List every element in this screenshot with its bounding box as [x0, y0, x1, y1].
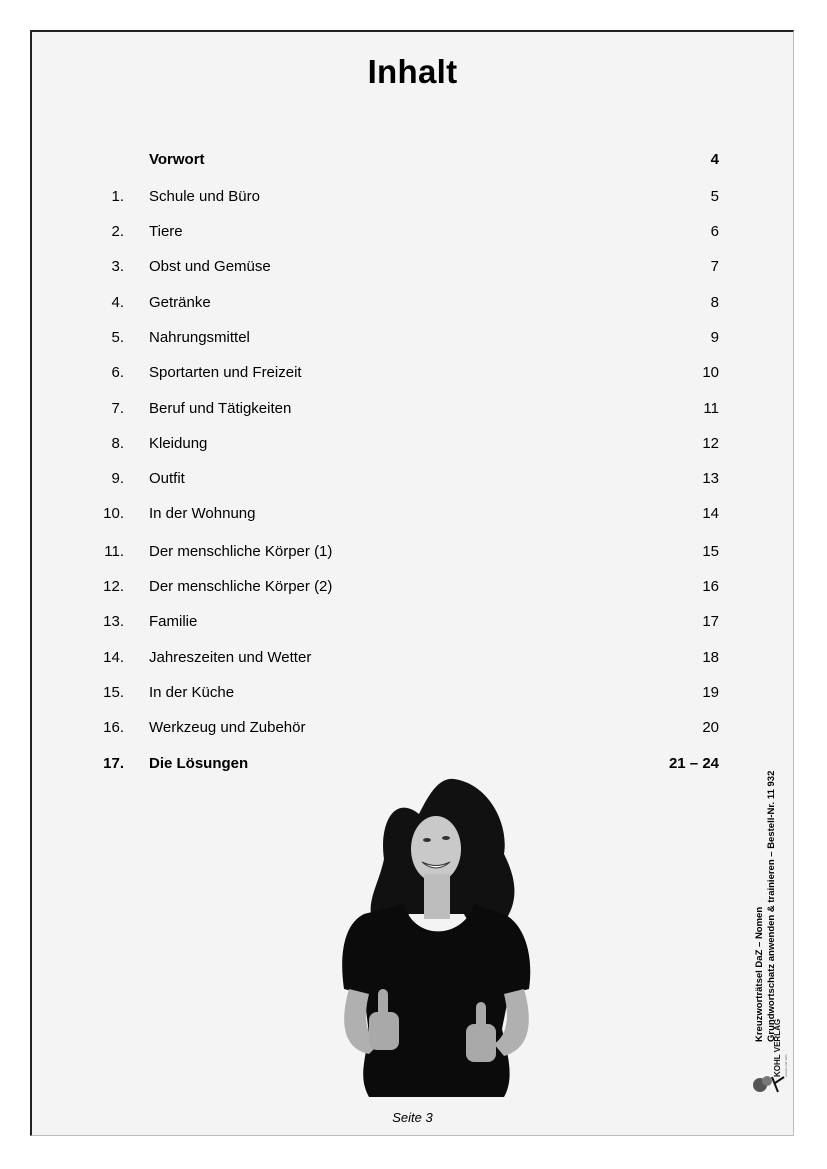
- toc-entry-page: 19: [702, 684, 719, 701]
- toc-entry: [32, 754, 793, 774]
- toc-entry-number: 17.: [103, 755, 124, 772]
- toc-entry: [32, 469, 793, 489]
- toc-entry-number: 12.: [103, 578, 124, 595]
- toc-entry-label: Kleidung: [149, 435, 208, 452]
- toc-entry-number: 3.: [111, 258, 124, 275]
- toc-entry-label: Sportarten und Freizeit: [149, 364, 302, 381]
- toc-entry-label: Werkzeug und Zubehör: [149, 719, 306, 736]
- series-title: Kreuzworträtsel DaZ – Nomen: [754, 906, 765, 1042]
- toc-entry-label: Beruf und Tätigkeiten: [149, 400, 292, 417]
- toc-entry-page: 13: [702, 470, 719, 487]
- toc-entry-page: 6: [710, 223, 719, 240]
- publisher-tagline: Lernen und mehr: [784, 1054, 788, 1077]
- toc-entry: [32, 577, 793, 597]
- publication-info-vertical: [754, 722, 778, 1042]
- toc-entry-label: Tiere: [149, 223, 183, 240]
- toc-entry-label: Jahreszeiten und Wetter: [149, 649, 312, 666]
- toc-entry-page: 5: [710, 188, 719, 205]
- toc-entry: [32, 612, 793, 632]
- toc-entry-label: In der Wohnung: [149, 505, 256, 522]
- toc-entry-number: 9.: [111, 470, 124, 487]
- toc-entry-page: 17: [702, 613, 719, 630]
- toc-entry-label: Nahrungsmittel: [149, 329, 250, 346]
- toc-entry-number: 7.: [111, 400, 124, 417]
- toc-entry-page: 16: [702, 578, 719, 595]
- toc-entry-number: 10.: [103, 505, 124, 522]
- toc-entry-number: 6.: [111, 364, 124, 381]
- toc-entry: [32, 150, 793, 170]
- publisher-logo: [750, 1017, 790, 1097]
- toc-entry-page: 15: [702, 543, 719, 560]
- toc-entry-number: 14.: [103, 649, 124, 666]
- document-page: [30, 30, 794, 1136]
- toc-entry-number: 8.: [111, 435, 124, 452]
- toc-entry: [32, 504, 793, 524]
- publisher-logo-text: KOHL VERLAG: [773, 1018, 782, 1077]
- toc-entry-label: Outfit: [149, 470, 185, 487]
- toc-entry: [32, 648, 793, 668]
- toc-entry-page: 4: [710, 151, 719, 168]
- toc-entry-page: 21 – 24: [668, 755, 719, 772]
- toc-entry-label: Getränke: [149, 294, 211, 311]
- toc-entry: [32, 257, 793, 277]
- toc-entry-page: 8: [710, 294, 719, 311]
- toc-entry-number: 4.: [111, 294, 124, 311]
- toc-entry-page: 12: [702, 435, 719, 452]
- toc-entry: [32, 222, 793, 242]
- toc-entry-label: Der menschliche Körper (2): [149, 578, 333, 595]
- toc-entry-page: 18: [702, 649, 719, 666]
- toc-entry-number: 13.: [103, 613, 124, 630]
- toc-entry-number: 15.: [103, 684, 124, 701]
- woman-thumbs-up-photo: [324, 774, 539, 1099]
- toc-entry-label: Familie: [149, 613, 198, 630]
- toc-entry: [32, 434, 793, 454]
- toc-entry-label: Obst und Gemüse: [149, 258, 271, 275]
- toc-entry-number: 2.: [111, 223, 124, 240]
- page-number: Seite 3: [392, 1110, 433, 1125]
- toc-entry-page: 9: [710, 329, 719, 346]
- toc-entry-page: 20: [702, 719, 719, 736]
- page-title: Inhalt: [367, 53, 458, 90]
- toc-entry: [32, 187, 793, 207]
- toc-entry-label: Vorwort: [149, 151, 205, 168]
- toc-entry-label: Der menschliche Körper (1): [149, 543, 333, 560]
- toc-entry-page: 14: [702, 505, 719, 522]
- subtitle-order-number: Grundwortschatz anwenden & trainieren – Bestell-Nr. 11 932: [766, 770, 777, 1042]
- toc-entry: [32, 683, 793, 703]
- toc-entry: [32, 363, 793, 383]
- toc-entry-number: 16.: [103, 719, 124, 736]
- toc-entry: [32, 542, 793, 562]
- toc-entry: [32, 328, 793, 348]
- toc-entry-label: Schule und Büro: [149, 188, 260, 205]
- toc-entry-label: In der Küche: [149, 684, 235, 701]
- toc-entry: [32, 399, 793, 419]
- toc-entry-page: 7: [710, 258, 719, 275]
- toc-entry-number: 1.: [111, 188, 124, 205]
- toc-entry-label: Die Lösungen: [149, 755, 249, 772]
- toc-entry: [32, 293, 793, 313]
- toc-entry-number: 5.: [111, 329, 124, 346]
- toc-entry-page: 10: [702, 364, 719, 381]
- toc-entry-number: 11.: [104, 543, 124, 560]
- toc-entry: [32, 718, 793, 738]
- toc-entry-page: 11: [703, 400, 719, 417]
